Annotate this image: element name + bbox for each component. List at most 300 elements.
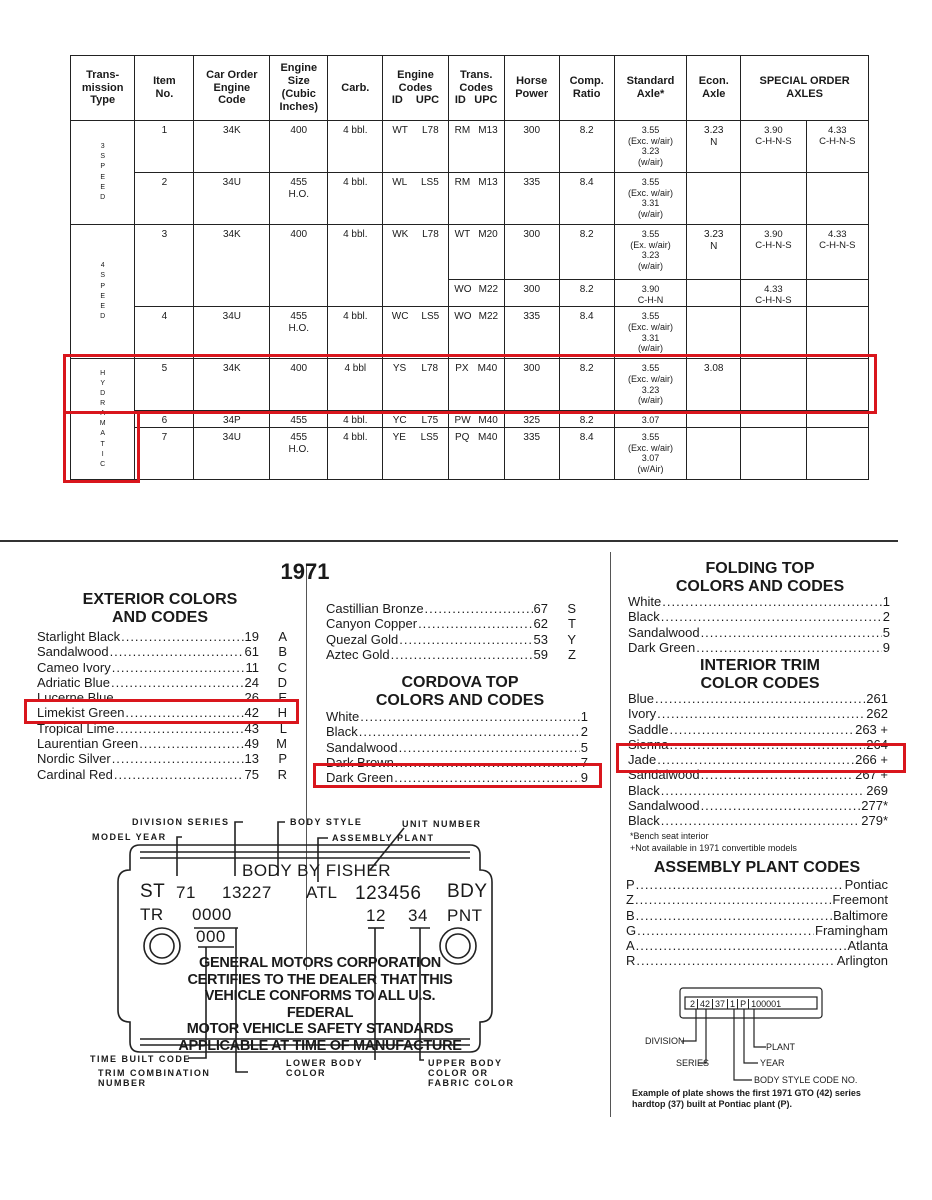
dot-leader: [111, 675, 244, 690]
engine-size-cell: 400: [270, 225, 328, 307]
color-code: 53: [533, 631, 548, 647]
list-item: [326, 770, 588, 785]
color-name: Sandalwood: [37, 644, 109, 660]
color-code: Arlington: [836, 953, 888, 969]
color-code: 62: [533, 616, 548, 632]
plate-unit: 123456: [355, 883, 422, 904]
color-code: 264: [866, 736, 888, 752]
assembly-plant-label: ASSEMBLY PLANT: [332, 833, 435, 843]
upper-body-label: UPPER BODY COLOR OR FABRIC COLOR: [428, 1058, 515, 1088]
color-code: Pontiac: [844, 877, 888, 892]
engine-codes-cell: WT L78: [383, 121, 448, 173]
highlight-connector: [137, 411, 877, 414]
list-item: [326, 740, 588, 755]
color-letter: Y: [567, 631, 576, 647]
dot-leader: [125, 705, 243, 720]
color-letter: S: [567, 601, 576, 616]
color-code: 277*: [861, 798, 888, 814]
color-code: 43: [244, 720, 259, 736]
header-standard-axle: Standard Axle*: [614, 56, 687, 121]
carb-cell: 4 bbl.: [328, 411, 383, 428]
dot-leader: [114, 767, 244, 782]
color-code: 1: [580, 709, 588, 724]
list-item: [628, 783, 888, 798]
color-name: Black: [628, 813, 660, 829]
list-item: [37, 644, 287, 659]
dot-leader: [701, 625, 882, 640]
item-no-cell: 7: [135, 428, 194, 480]
color-letter: Z: [568, 646, 576, 662]
color-code: 13: [244, 751, 259, 767]
list-item: [628, 813, 888, 828]
special-order-axle-cell: 4.33 C-H-N-S: [806, 225, 868, 280]
dot-leader: [359, 724, 580, 739]
header-engine-codes: Engine Codes ID UPC: [383, 56, 448, 121]
carb-cell: 4 bbl.: [328, 225, 383, 307]
econ-axle-cell: [687, 307, 741, 359]
engine-size-cell: 455 H.O.: [270, 428, 328, 480]
list-item: [626, 908, 888, 923]
plate-tr: TR: [140, 905, 164, 924]
horse-power-cell: 300: [504, 225, 559, 280]
vin-plant-label: PLANT: [766, 1042, 796, 1052]
engine-size-cell: 400: [270, 121, 328, 173]
color-name: Nordic Silver: [37, 751, 111, 767]
exterior-colors-title: EXTERIOR COLORS AND CODES: [82, 591, 238, 626]
list-item: [628, 640, 890, 655]
color-name: Black: [326, 724, 358, 740]
color-name: Black: [628, 609, 660, 625]
interior-trim-list: [628, 691, 888, 829]
color-code: 2: [882, 609, 890, 625]
body-by-fisher: BODY BY FISHER: [242, 861, 392, 880]
trans-codes-cell: RM M13: [448, 121, 504, 173]
header-horse-power: Horse Power: [504, 56, 559, 121]
comp-ratio-cell: 8.4: [559, 307, 614, 359]
header-item-no: Item No.: [135, 56, 194, 121]
list-item: [37, 705, 287, 720]
color-name: Dark Green: [628, 639, 696, 655]
year-title: 1971: [280, 559, 330, 584]
standard-axle-cell: 3.55 (Ex. w/air) 3.23 (w/air): [614, 225, 687, 280]
color-code: 5: [580, 739, 588, 755]
color-name: Lucerne Blue: [37, 690, 114, 706]
color-code: 9: [580, 770, 588, 786]
special-order-axle-cell: [806, 359, 868, 411]
standard-axle-cell: 3.90 C-H-N: [614, 280, 687, 307]
plate-time-code: 000: [196, 927, 226, 946]
color-name: G: [626, 922, 637, 938]
list-item: [628, 625, 890, 640]
plate-bdy: BDY: [447, 881, 488, 902]
dot-leader: [636, 938, 847, 953]
dot-leader: [139, 736, 243, 751]
transmission-type-cell: 3 S P E E D: [71, 121, 135, 225]
table-row: [71, 428, 869, 480]
list-item: [37, 675, 287, 690]
econ-axle-cell: [687, 280, 741, 307]
trans-codes-cell: WT M20: [448, 225, 504, 280]
bench-seat-note: *Bench seat interior: [630, 831, 709, 841]
assembly-plant-list: [626, 877, 888, 969]
vin-digit: 100001: [751, 999, 782, 1009]
color-name: Blue: [628, 691, 655, 706]
standard-axle-cell: 3.55 (Exc. w/air) 3.23 (w/air): [614, 359, 687, 411]
color-name: Dark Green: [326, 770, 394, 786]
special-order-axle-cell: [806, 428, 868, 480]
list-item: [628, 767, 888, 782]
vin-caption: Example of plate shows the first 1971 GTO (42) series hardtop (37) built at Pontiac plant (P).: [632, 1088, 861, 1109]
exterior-colors-list: [37, 629, 287, 782]
carb-cell: 4 bbl: [328, 359, 383, 411]
color-code: 1: [882, 594, 890, 609]
color-name: Laurentian Green: [37, 736, 139, 752]
dot-leader: [636, 908, 832, 923]
trim-combination-label: TRIM COMBINATION NUMBER: [98, 1068, 211, 1088]
dot-leader: [399, 740, 580, 755]
engine-spec-table: [70, 55, 869, 480]
dot-leader: [669, 722, 854, 737]
standard-axle-cell: 3.55 (Exc. w/air) 3.31 (w/air): [614, 307, 687, 359]
section-divider: [0, 540, 898, 542]
list-item: [326, 647, 576, 662]
list-item: [326, 632, 576, 647]
color-name: Cardinal Red: [37, 766, 113, 782]
plate-plant: ATL: [306, 883, 338, 902]
dot-leader: [425, 601, 533, 616]
plate-paint-upper: 34: [408, 906, 428, 925]
engine-size-cell: 455 H.O.: [270, 173, 328, 225]
standard-axle-cell: 3.55 (Exc. w/air) 3.31 (w/air): [614, 173, 687, 225]
engine-size-cell: 455: [270, 411, 328, 428]
special-order-axle-cell: [741, 307, 806, 359]
color-code: 2: [580, 724, 588, 740]
item-no-cell: 2: [135, 173, 194, 225]
color-code: 61: [244, 644, 259, 660]
dot-leader: [418, 616, 532, 631]
color-code: 26: [244, 690, 259, 706]
dot-leader: [669, 737, 865, 752]
special-order-axle-cell: 4.33 C-H-N-S: [806, 121, 868, 173]
horse-power-cell: 335: [504, 307, 559, 359]
vin-body-style-label: BODY STYLE CODE NO.: [754, 1075, 858, 1085]
item-no-cell: 3: [135, 225, 194, 307]
dot-leader: [110, 644, 244, 659]
plate-paint-lower: 12: [366, 906, 386, 925]
color-code: 49: [244, 736, 259, 752]
color-name: Black: [628, 782, 660, 798]
engine-code-cell: 34K: [194, 225, 270, 307]
table-row: [71, 225, 869, 280]
trans-codes-cell: PX M40: [448, 359, 504, 411]
color-name: Sandalwood: [628, 624, 700, 640]
unit-number-label: UNIT NUMBER: [402, 819, 482, 829]
econ-axle-cell: [687, 428, 741, 480]
color-code: 19: [244, 629, 259, 644]
standard-axle-cell: 3.07: [614, 411, 687, 428]
list-item: [326, 616, 576, 631]
color-name: White: [628, 594, 662, 609]
dot-leader: [701, 767, 855, 782]
special-order-axle-cell: [806, 173, 868, 225]
color-code: 7: [580, 754, 588, 770]
special-order-axle-cell: 3.90 C-H-N-S: [741, 121, 806, 173]
color-name: Aztec Gold: [326, 646, 390, 662]
trans-codes-cell: RM M13: [448, 173, 504, 225]
dot-leader: [661, 783, 866, 798]
color-code: 279*: [861, 813, 888, 829]
plate-pnt: PNT: [447, 906, 483, 925]
trans-codes-cell: WO M22: [448, 307, 504, 359]
dot-leader: [115, 690, 244, 705]
vin-year-label: YEAR: [760, 1058, 785, 1068]
color-code: 267 +: [855, 767, 888, 783]
horse-power-cell: 300: [504, 280, 559, 307]
item-no-cell: 4: [135, 307, 194, 359]
horse-power-cell: 325: [504, 411, 559, 428]
table-row: [71, 173, 869, 225]
comp-ratio-cell: 8.2: [559, 359, 614, 411]
header-comp-ratio: Comp. Ratio: [559, 56, 614, 121]
dot-leader: [636, 877, 844, 892]
comp-ratio-cell: 8.2: [559, 121, 614, 173]
plate-st: ST: [140, 881, 166, 902]
color-code: 263 +: [855, 721, 888, 737]
header-carb: Carb.: [328, 56, 383, 121]
engine-codes-cell: YC L75: [383, 411, 448, 428]
list-item: [37, 690, 287, 705]
special-order-axle-cell: [806, 280, 868, 307]
list-item: [326, 755, 588, 770]
color-name: Quezal Gold: [326, 631, 399, 647]
color-letter: C: [277, 659, 287, 675]
econ-axle-cell: [687, 173, 741, 225]
plate-series: 13227: [222, 883, 272, 902]
color-code: Atlanta: [847, 938, 888, 954]
header-trans-codes: Trans. Codes ID UPC: [448, 56, 504, 121]
list-item: [626, 923, 888, 938]
engine-code-cell: 34U: [194, 307, 270, 359]
color-name: Limekist Green: [37, 705, 125, 721]
color-letter: A: [278, 629, 287, 644]
dot-leader: [661, 609, 882, 624]
vin-digit: 2: [688, 999, 698, 1009]
engine-size-cell: 455 H.O.: [270, 307, 328, 359]
convertible-note: +Not available in 1971 convertible models: [630, 843, 797, 853]
trans-codes-cell: PW M40: [448, 411, 504, 428]
color-name: Ivory: [628, 706, 657, 722]
color-letter: D: [277, 674, 287, 690]
item-no-cell: 5: [135, 359, 194, 411]
special-order-axle-cell: 3.90 C-H-N-S: [741, 225, 806, 280]
header-econ-axle: Econ. Axle: [687, 56, 741, 121]
vin-digit: P: [738, 999, 749, 1009]
color-name: A: [626, 938, 635, 954]
special-order-axle-cell: 4.33 C-H-N-S: [741, 280, 806, 307]
trans-codes-cell: PQ M40: [448, 428, 504, 480]
special-order-axle-cell: [741, 173, 806, 225]
color-code: Framingham: [815, 922, 888, 938]
list-item: [626, 938, 888, 953]
vin-digit: 42: [698, 999, 713, 1009]
dot-leader: [399, 632, 532, 647]
engine-codes-cell: YS L78: [383, 359, 448, 411]
engine-code-cell: 34U: [194, 173, 270, 225]
list-item: [37, 736, 287, 751]
vin-digits: [688, 999, 783, 1009]
comp-ratio-cell: 8.4: [559, 173, 614, 225]
color-code: 269: [866, 782, 888, 798]
vin-division-label: DIVISION: [645, 1036, 685, 1046]
color-name: White: [326, 709, 360, 724]
vin-digit: 1: [728, 999, 738, 1009]
carb-cell: 4 bbl.: [328, 173, 383, 225]
color-name: Castillian Bronze: [326, 601, 424, 616]
division-series-label: DIVISION SERIES: [132, 817, 230, 827]
list-item: [628, 609, 890, 624]
cordova-title: CORDOVA TOP COLORS AND CODES: [375, 674, 545, 709]
list-item: [628, 722, 888, 737]
color-letter: R: [277, 766, 287, 782]
special-order-axle-cell: [741, 359, 806, 411]
color-name: Sandalwood: [628, 798, 700, 814]
engine-codes-cell: WK L78: [383, 225, 448, 307]
plate-trim-code: 0000: [192, 905, 232, 924]
dot-leader: [112, 751, 244, 766]
lower-body-label: LOWER BODY COLOR: [286, 1058, 363, 1078]
body-style-label: BODY STYLE: [290, 817, 363, 827]
special-order-axle-cell: [806, 307, 868, 359]
color-name: Tropical Lime: [37, 720, 115, 736]
list-item: [628, 752, 888, 767]
dot-leader: [635, 892, 831, 907]
color-name: Starlight Black: [37, 629, 121, 644]
color-name: R: [626, 953, 636, 969]
color-letter: T: [568, 616, 576, 632]
table-row: [71, 121, 869, 173]
list-item: [626, 877, 888, 892]
header-trans-type: Trans- mission Type: [71, 56, 135, 121]
carb-cell: 4 bbl.: [328, 428, 383, 480]
dot-leader: [637, 923, 814, 938]
dot-leader: [661, 813, 860, 828]
dot-leader: [701, 798, 861, 813]
list-item: [326, 601, 576, 616]
cordova-list: [326, 709, 588, 785]
dot-leader: [662, 594, 882, 609]
transmission-type-cell: 4 S P E E D: [71, 225, 135, 359]
comp-ratio-cell: 8.2: [559, 280, 614, 307]
dot-leader: [391, 647, 533, 662]
color-code: 5: [882, 624, 890, 640]
carb-cell: 4 bbl.: [328, 121, 383, 173]
color-code: 9: [882, 639, 890, 655]
header-engine-code: Car Order Engine Code: [194, 56, 270, 121]
header-special-order: SPECIAL ORDER AXLES: [741, 56, 869, 121]
carb-cell: 4 bbl.: [328, 307, 383, 359]
engine-code-cell: 34K: [194, 121, 270, 173]
color-code: 11: [245, 659, 259, 675]
list-item: [37, 721, 287, 736]
item-no-cell: 1: [135, 121, 194, 173]
color-code: 24: [244, 674, 259, 690]
color-code: 59: [533, 646, 548, 662]
color-name: Canyon Copper: [326, 616, 418, 632]
interior-trim-title: INTERIOR TRIM COLOR CODES: [700, 657, 820, 692]
dot-leader: [394, 770, 580, 785]
color-letter: M: [276, 736, 287, 752]
color-code: 67: [533, 601, 548, 616]
horse-power-cell: 300: [504, 121, 559, 173]
engine-code-cell: 34K: [194, 359, 270, 411]
color-name: B: [626, 907, 635, 923]
dot-leader: [360, 709, 580, 724]
dot-leader: [657, 706, 865, 721]
color-name: Dark Brown: [326, 754, 394, 770]
color-name: Sandalwood: [326, 739, 398, 755]
engine-code-cell: 34P: [194, 411, 270, 428]
dot-leader: [636, 953, 835, 968]
time-built-label: TIME BUILT CODE: [90, 1054, 191, 1064]
color-name: Z: [626, 892, 634, 908]
item-no-cell: 6: [135, 411, 194, 428]
horse-power-cell: 335: [504, 428, 559, 480]
dot-leader: [112, 660, 245, 675]
color-letter: E: [278, 690, 287, 706]
list-item: [628, 691, 888, 706]
comp-ratio-cell: 8.4: [559, 428, 614, 480]
exterior-colors-list-2: [326, 601, 576, 662]
color-letter: L: [279, 720, 287, 736]
table-row: [71, 359, 869, 411]
gm-certification-text: GENERAL MOTORS CORPORATION CERTIFIES TO THE DEALER THAT THIS VEHICLE CONFORMS TO ALL U.S. FEDERAL MOTOR VEHICLE SAFETY STANDARDS APPLICABLE AT TIME OF MANUFACTURE: [178, 955, 462, 1054]
dot-leader: [657, 752, 854, 767]
color-letter: B: [278, 644, 287, 660]
color-name: Jade: [628, 752, 657, 768]
econ-axle-cell: 3.23 N: [687, 225, 741, 280]
color-name: P: [626, 877, 635, 892]
folding-top-list: [628, 594, 890, 655]
header-engine-size: Engine Size (Cubic Inches): [270, 56, 328, 121]
trans-codes-cell: WO M22: [448, 280, 504, 307]
vin-series-label: SERIES: [676, 1058, 710, 1068]
list-item: [628, 798, 888, 813]
color-name: Cameo Ivory: [37, 659, 111, 675]
dot-leader: [655, 691, 865, 706]
list-item: [628, 706, 888, 721]
list-item: [326, 709, 588, 724]
list-item: [626, 892, 888, 907]
engine-size-cell: 400: [270, 359, 328, 411]
vin-digit: 37: [713, 999, 728, 1009]
standard-axle-cell: 3.55 (Exc. w/air) 3.23 (w/air): [614, 121, 687, 173]
comp-ratio-cell: 8.2: [559, 411, 614, 428]
list-item: [37, 660, 287, 675]
color-name: Saddle: [628, 721, 669, 737]
dot-leader: [116, 721, 244, 736]
color-code: 262: [866, 706, 888, 722]
color-name: Adriatic Blue: [37, 674, 110, 690]
color-code: 261: [866, 691, 888, 706]
color-letter: H: [277, 705, 287, 721]
color-code: 266 +: [855, 752, 888, 768]
list-item: [37, 767, 287, 782]
color-name: Sienna: [628, 736, 669, 752]
list-item: [37, 629, 287, 644]
econ-axle-cell: 3.08: [687, 359, 741, 411]
list-item: [628, 594, 890, 609]
comp-ratio-cell: 8.2: [559, 225, 614, 280]
